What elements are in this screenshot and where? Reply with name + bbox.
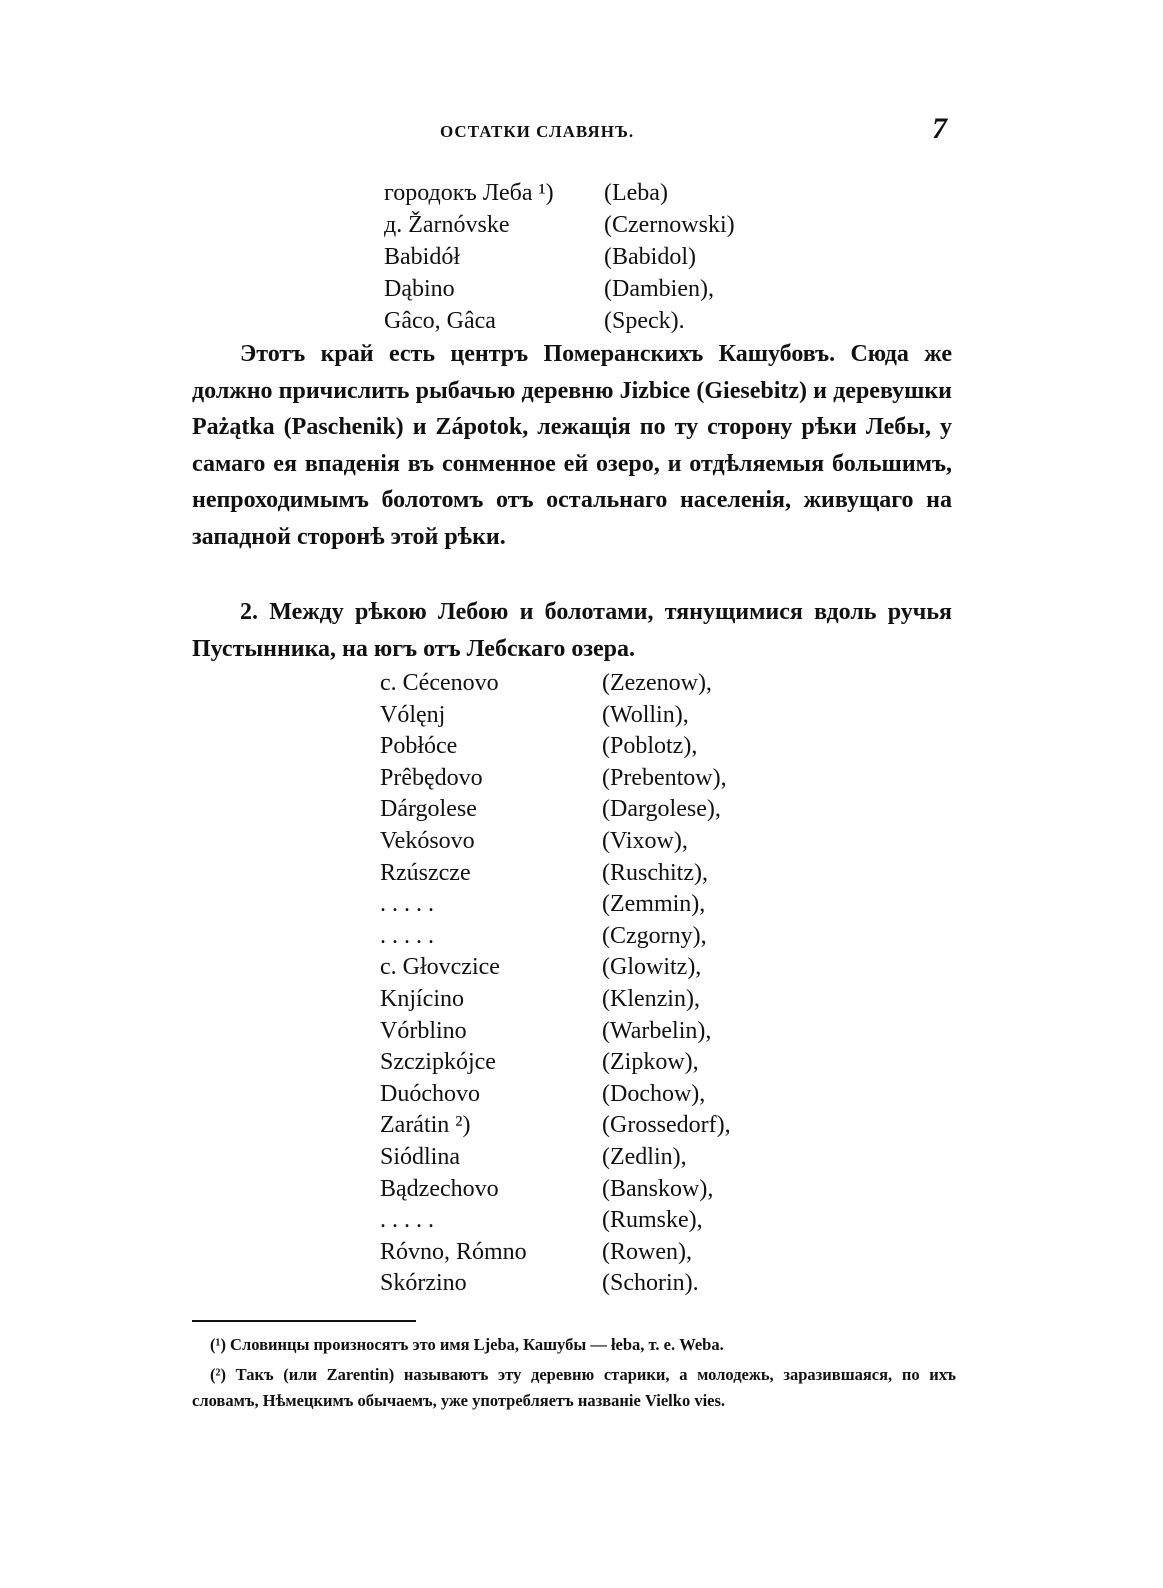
slavic-name: Prêbędovo <box>380 764 483 791</box>
slavic-name: Skórzino <box>380 1270 467 1297</box>
slavic-name: Babidół <box>384 244 460 270</box>
slavic-name: Szczipkójce <box>380 1049 496 1076</box>
paragraph-text: 2. Между рѣкою Лебою и болотами, тянущимися вдоль ручья Пустынника, на югъ отъ Лебскаго озера. <box>192 599 952 662</box>
slavic-name: Siódlina <box>380 1144 461 1170</box>
german-name: (Rowen), <box>602 1238 692 1265</box>
slavic-name: Rzúszcze <box>380 859 471 886</box>
slavic-name: Gâco, Gâca <box>384 308 496 334</box>
german-name: (Ruschitz), <box>602 859 708 886</box>
page-number: 7 <box>932 112 947 145</box>
slavic-name: Róvno, Rómno <box>380 1238 527 1265</box>
german-name: (Vixow), <box>602 828 688 854</box>
german-name: (Babidol) <box>604 244 696 270</box>
running-head: ОСТАТКИ СЛАВЯНЪ. <box>440 122 635 141</box>
slavic-name: Vólęnj <box>380 701 446 728</box>
slavic-name: Vórblino <box>380 1017 467 1044</box>
german-name: (Zipkow), <box>602 1049 699 1076</box>
german-name: (Dambien), <box>604 276 714 302</box>
german-name: (Rumske), <box>602 1207 703 1234</box>
german-name: (Prebentow), <box>602 764 727 791</box>
german-name: (Banskow), <box>602 1175 714 1202</box>
paragraph-kashubians <box>192 336 952 556</box>
german-name: (Zedlin), <box>602 1144 687 1170</box>
elided-name: . . . . . <box>380 891 434 918</box>
german-name: (Czernowski) <box>604 212 735 238</box>
german-name: (Poblotz), <box>602 733 698 760</box>
german-name: (Warbelin), <box>602 1017 712 1044</box>
footnote-text: (²) Такъ (или Zarentin) называютъ эту деревню старики, а молодежь, заразившаяся, по ихъ словамъ, Нѣмецкимъ обычаемъ, уже употребляетъ названіе Vielko vies. <box>192 1365 956 1410</box>
slavic-name: Duóchovo <box>380 1080 480 1107</box>
slavic-name: Dárgolese <box>380 796 477 823</box>
german-name: (Schorin). <box>602 1270 699 1297</box>
slavic-name: Vekósovo <box>380 828 475 854</box>
footnote-divider <box>192 1320 416 1322</box>
slavic-name: Dąbino <box>384 276 455 302</box>
german-name: (Zezenow), <box>602 670 712 696</box>
german-name: (Klenzin), <box>602 986 700 1012</box>
footnote-2 <box>192 1362 956 1414</box>
german-name: (Glowitz), <box>602 954 702 981</box>
german-name: (Zemmin), <box>602 891 706 918</box>
german-name: (Speck). <box>604 308 685 334</box>
slavic-name: с. Cécenovo <box>380 670 499 696</box>
slavic-name: Knjícino <box>380 986 464 1012</box>
german-name: (Czgorny), <box>602 922 707 949</box>
slavic-name: с. Głovczice <box>380 954 500 981</box>
slavic-name: д. Žarnóvske <box>384 212 510 238</box>
slavic-name: Bądzechovo <box>380 1175 499 1202</box>
elided-name: . . . . . <box>380 922 434 949</box>
elided-name: . . . . . <box>380 1207 434 1234</box>
slavic-name: городокъ Леба ¹) <box>384 180 554 206</box>
german-name: (Leba) <box>604 180 668 206</box>
footnote-1: (¹) Словинцы произносятъ это имя Ljeba, Кашубы — łeba, т. е. Weba. <box>210 1335 724 1354</box>
german-name: (Wollin), <box>602 701 689 728</box>
german-name: (Dargolese), <box>602 796 721 823</box>
paragraph-text: Этотъ край есть центръ Померанскихъ Кашубовъ. Сюда же должно причислить рыбачью деревню Jizbice (Giesebitz) и деревушки Pażątka (Paschenik) и Zápotok, лежащія по ту сторону рѣки Лебы, у самаго ея впаденія въ сонменное ей озеро, и отдѣляемыя большимъ, непроходимымъ болотомъ отъ остальнаго населенія, живущаго на западной сторонѣ этой рѣки. <box>192 341 952 550</box>
paragraph-section-2 <box>192 594 952 667</box>
german-name: (Dochow), <box>602 1080 706 1107</box>
slavic-name: Zarátin ²) <box>380 1112 471 1139</box>
german-name: (Grossedorf), <box>602 1112 731 1139</box>
slavic-name: Pobłóce <box>380 733 458 760</box>
